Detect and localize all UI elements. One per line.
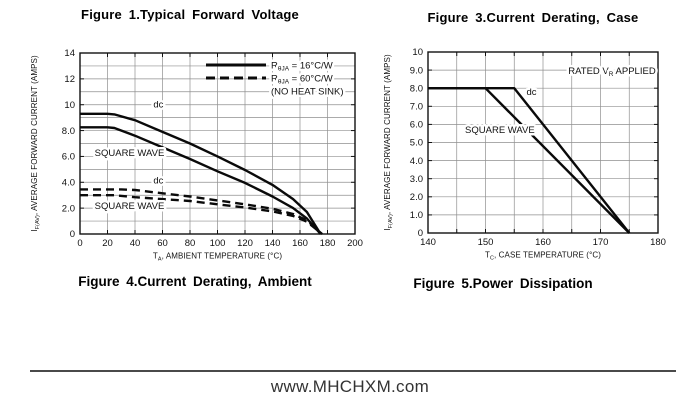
figure3-title: Figure 3.Current Derating, Case [427,10,639,25]
x-tick-label: 200 [347,238,363,249]
x-tick-label: 120 [237,238,253,249]
y-tick-label: 3.0 [409,173,423,185]
y-tick-label: 4.0 [61,177,75,189]
x-tick-label: 140 [420,237,436,248]
x-tick-label: 140 [264,238,281,249]
y-tick-label: 2.0 [409,192,423,203]
plot-label: dc [153,99,164,111]
plot-label: SQUARE WAVE [94,147,165,159]
y-axis-label: $I_{F(AV)}$, AVERAGE FORWARD CURRENT (AMPS) [30,55,41,232]
y-tick-label: 1.0 [409,210,423,222]
legend-label-2: (NO HEAT SINK) [271,86,344,98]
x-tick-label: 180 [650,237,666,248]
y-tick-label: 7.0 [409,101,423,113]
plot-label: dc [153,175,164,187]
y-tick-label: 6.0 [409,119,423,131]
legend-label: $R_{\theta JA} = 16^\circ C/W$ [271,60,333,73]
y-tick-label: 14 [64,48,75,60]
plot-label: dc [526,87,537,99]
plot-label: SQUARE WAVE [465,125,535,137]
x-axis-label: $T_C$, CASE TEMPERATURE (°C) [484,250,602,262]
figure1-title: Figure 1.Typical Forward Voltage [81,7,299,22]
x-tick-label: 170 [592,237,609,248]
figure5-current-derating-case-chart [383,47,666,261]
legend-label: $R_{\theta JA} = 60^\circ C/W$ [271,73,333,86]
y-axis-label: $I_{F(AV)}$, AVERAGE FORWARD CURRENT (AMPS) [383,54,394,231]
figure4-current-derating-ambient-chart [30,48,363,262]
x-tick-label: 0 [77,238,83,249]
y-tick-label: 2.0 [61,203,75,215]
y-tick-label: 12 [64,74,75,86]
y-tick-label: 10 [64,99,75,111]
figure5-caption: Figure 5.Power Dissipation [413,276,593,291]
footer-website-url: www.MHCHXM.com [270,377,430,396]
y-tick-label: 9.0 [409,65,423,77]
y-tick-label: 8.0 [61,125,75,137]
x-tick-label: 100 [209,238,226,249]
y-tick-label: 6.0 [61,151,75,163]
footer-divider [30,370,676,372]
y-tick-label: 0 [417,228,423,240]
x-tick-label: 160 [292,238,308,249]
figure4-caption: Figure 4.Current Derating, Ambient [78,274,312,289]
x-axis-label: $T_A$, AMBIENT TEMPERATURE (°C) [152,251,283,263]
x-tick-label: 180 [319,238,336,249]
x-tick-label: 160 [535,237,551,248]
plot-label: RATED $V_R$ APPLIED [568,66,656,79]
plot-label: SQUARE WAVE [94,200,165,212]
x-tick-label: 150 [477,237,494,248]
y-tick-label: 4.0 [409,155,423,167]
x-tick-label: 20 [102,238,113,249]
x-tick-label: 60 [157,238,168,249]
x-tick-label: 80 [184,238,196,249]
y-tick-label: 0 [69,229,75,241]
y-tick-label: 8.0 [409,83,423,95]
x-tick-label: 40 [129,238,141,249]
y-tick-label: 5.0 [409,137,423,149]
y-tick-label: 10 [412,47,423,59]
